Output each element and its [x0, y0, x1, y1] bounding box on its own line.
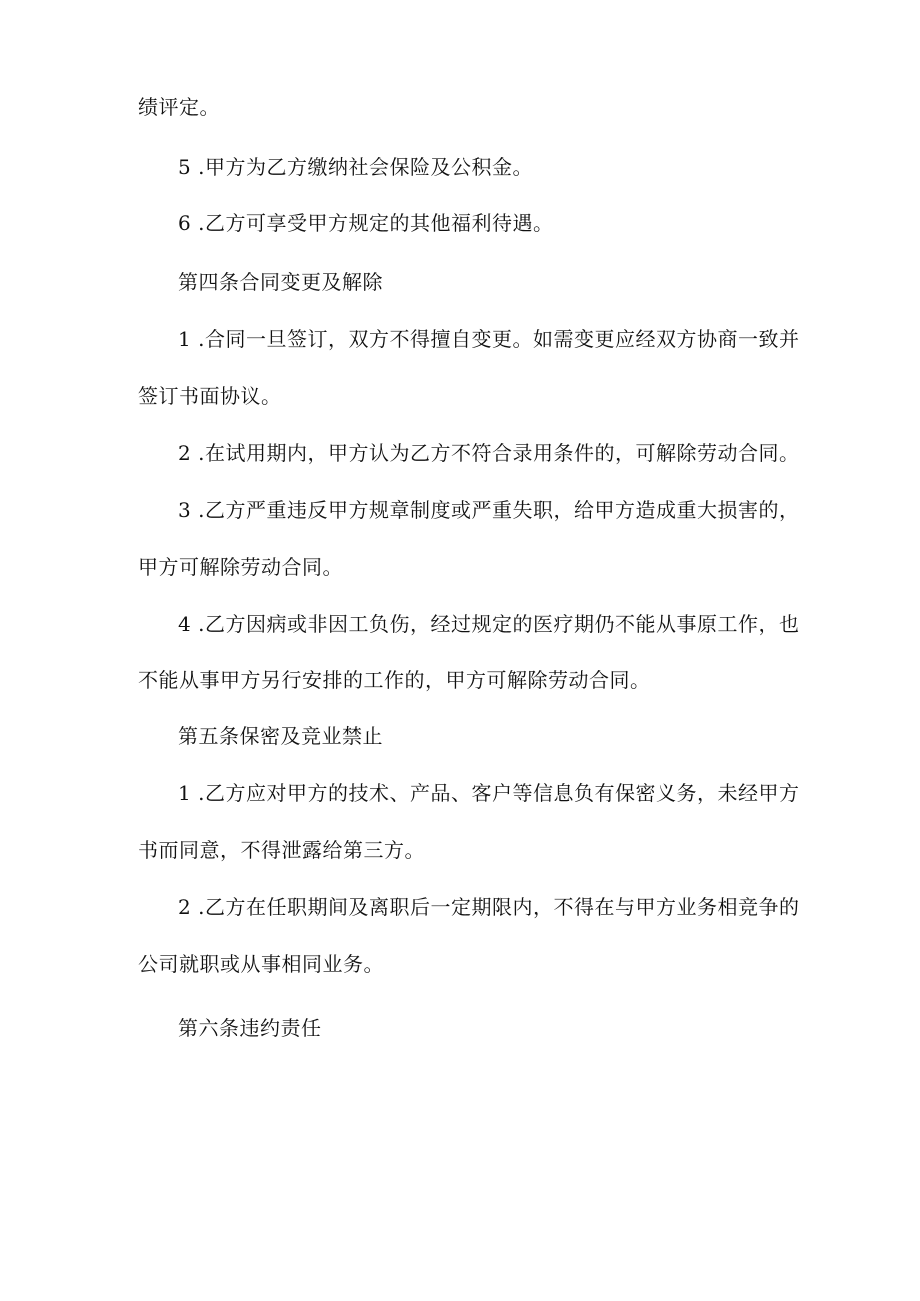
text-line: 书而同意，不得泄露给第三方。	[138, 838, 425, 862]
section-heading: 第五条保密及竞业禁止	[178, 724, 383, 748]
list-item: 3 .乙方严重违反甲方规章制度或严重失职，给甲方造成重大损害的，	[178, 498, 800, 522]
list-item: 1 .合同一旦签订，双方不得擅自变更。如需变更应经双方协商一致并	[178, 327, 800, 351]
list-item: 1 .乙方应对甲方的技术、产品、客户等信息负有保密义务，未经甲方	[178, 781, 800, 805]
list-item: 2 .乙方在任职期间及离职后一定期限内，不得在与甲方业务相竞争的	[178, 895, 800, 919]
list-item: 2 .在试用期内，甲方认为乙方不符合录用条件的，可解除劳动合同。	[178, 441, 800, 465]
list-item: 5 .甲方为乙方缴纳社会保险及公积金。	[178, 155, 533, 179]
text-line: 签订书面协议。	[138, 384, 282, 408]
text-line: 不能从事甲方另行安排的工作的，甲方可解除劳动合同。	[138, 668, 651, 692]
list-item: 4 .乙方因病或非因工负伤，经过规定的医疗期仍不能从事原工作，也	[178, 612, 800, 636]
list-item: 6 .乙方可享受甲方规定的其他福利待遇。	[178, 211, 554, 235]
section-heading: 第四条合同变更及解除	[178, 270, 383, 294]
text-line: 甲方可解除劳动合同。	[138, 555, 343, 579]
text-line: 公司就职或从事相同业务。	[138, 952, 384, 976]
text-line: 绩评定。	[138, 95, 220, 119]
section-heading: 第六条违约责任	[178, 1016, 322, 1040]
